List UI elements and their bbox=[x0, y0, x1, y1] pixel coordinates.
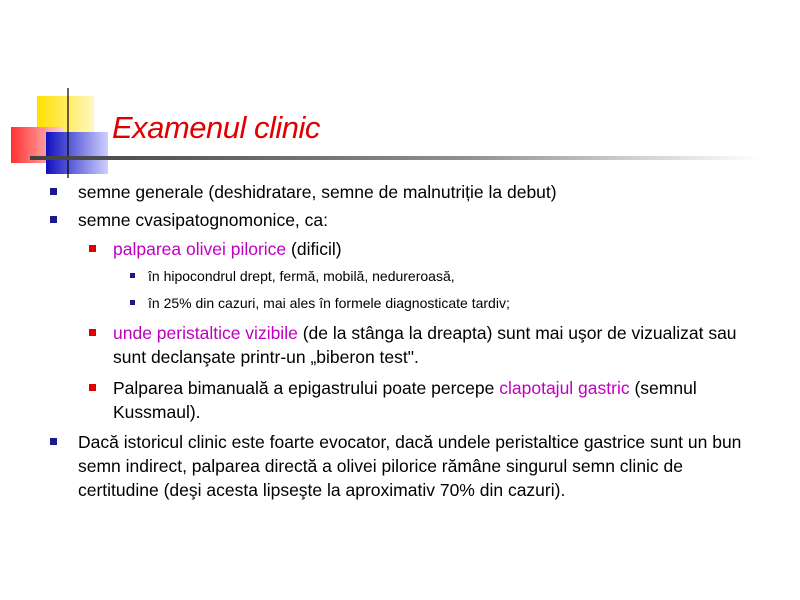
corner-decoration bbox=[0, 0, 800, 180]
bullet-semne-cvasipatognomonice: semne cvasipatognomonice, ca: bbox=[78, 210, 328, 230]
bullet-square-icon bbox=[50, 438, 57, 445]
bullet-square-icon bbox=[130, 273, 135, 278]
title-underline bbox=[30, 156, 760, 160]
line-palparea-bimanuala-1 bbox=[113, 376, 793, 400]
text-semnul: (semnul bbox=[629, 378, 697, 398]
bullet-palparea-bimanuala bbox=[113, 376, 793, 424]
deco-blue-square bbox=[46, 132, 108, 174]
bullet-square-icon bbox=[50, 188, 57, 195]
highlight-clapotajul-gastric: clapotajul gastric bbox=[499, 378, 630, 398]
bullet-unde-peristaltice bbox=[113, 321, 793, 369]
bullet-hipocondrul-drept: în hipocondrul drept, fermă, mobilă, nedureroasă, bbox=[148, 268, 455, 284]
bullet-square-icon bbox=[50, 216, 57, 223]
line-istoricul-1: Dacă istoricul clinic este foarte evocator, dacă undele peristaltice gastrice sunt un bun bbox=[78, 432, 742, 452]
text-dificil: (dificil) bbox=[286, 239, 342, 259]
bullet-palparea-olivei bbox=[113, 237, 342, 261]
line-palparea-bimanuala-2: Kussmaul). bbox=[113, 402, 201, 422]
text-stanga-dreapta: (de la stânga la dreapta) sunt mai uşor de vizualizat sau bbox=[297, 323, 737, 343]
text-palparea-bimanuala: Palparea bimanuală a epigastrului poate percepe bbox=[113, 378, 500, 398]
bullet-semne-generale: semne generale (deshidratare, semne de malnutriție la debut) bbox=[78, 182, 557, 202]
highlight-palparea-olivei: palparea olivei pilorice bbox=[113, 239, 287, 259]
bullet-25-procente: în 25% din cazuri, mai ales în formele diagnosticate tardiv; bbox=[148, 295, 510, 311]
bullet-square-icon bbox=[89, 245, 96, 252]
line-istoricul-2: semn indirect, palparea directă a olivei pilorice rămâne singurul semn clinic de bbox=[78, 456, 684, 476]
line-unde-peristaltice-1 bbox=[113, 321, 793, 345]
highlight-unde-peristaltice: unde peristaltice vizibile bbox=[113, 323, 298, 343]
slide-title: Examenul clinic bbox=[112, 110, 320, 145]
bullet-square-icon bbox=[130, 300, 135, 305]
bullet-istoricul-clinic bbox=[78, 430, 793, 502]
bullet-square-icon bbox=[89, 329, 96, 336]
line-istoricul-3: certitudine (deşi acesta lipseşte la aproximativ 70% din cazuri). bbox=[78, 480, 566, 500]
line-unde-peristaltice-2: sunt declanşate printr-un „biberon test". bbox=[113, 347, 419, 367]
bullet-square-icon bbox=[89, 384, 96, 391]
